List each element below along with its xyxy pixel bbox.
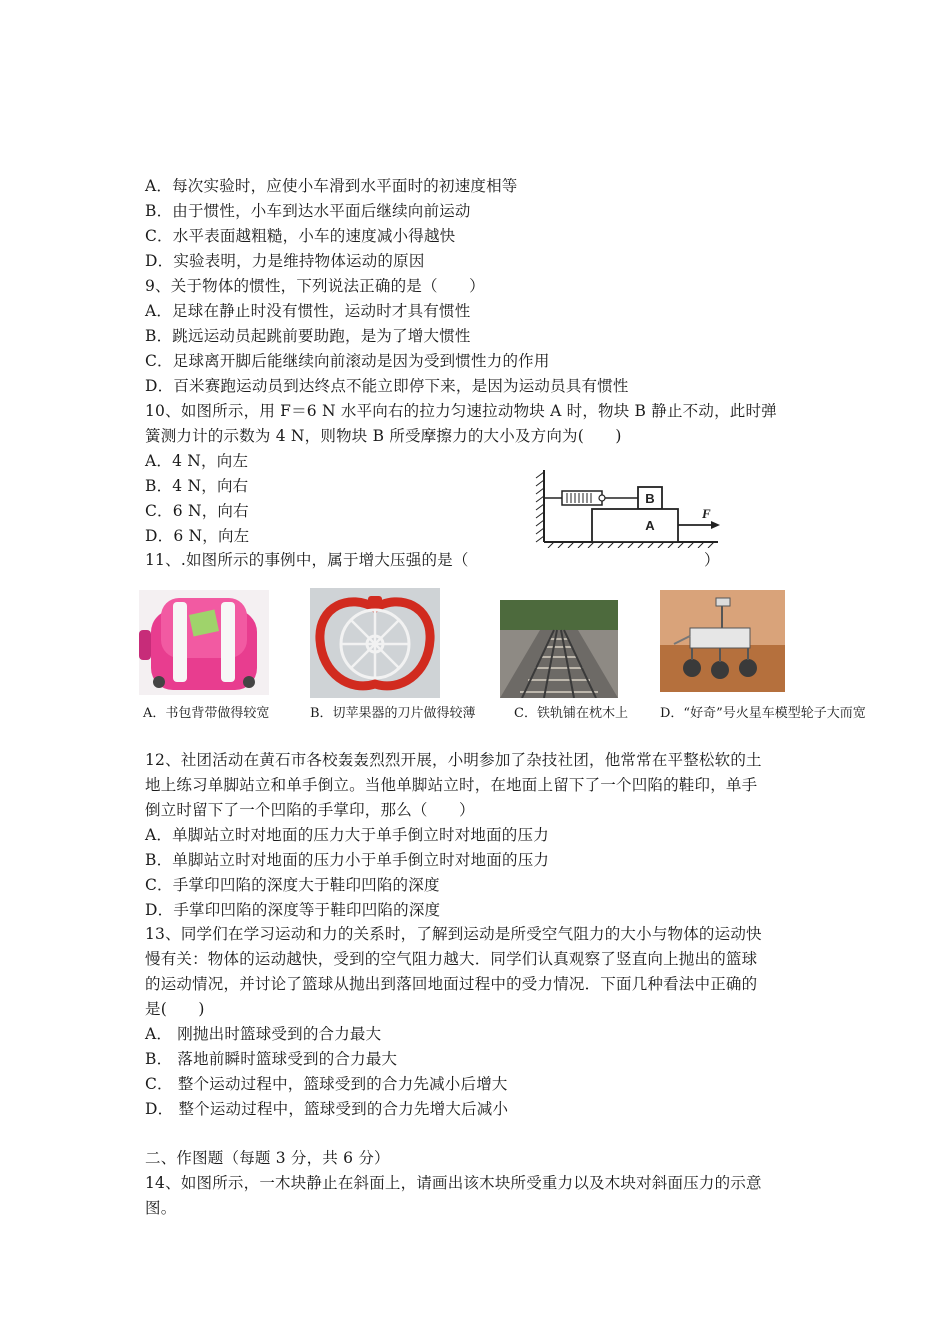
- q11-caption-d: D．“好奇”号火星车模型轮子大而宽: [660, 706, 866, 721]
- q9-option-c: C．足球离开脚后能继续向前滚动是因为受到惯性力的作用: [145, 352, 550, 370]
- backpack-image: [139, 590, 269, 695]
- force-f-label: F: [702, 506, 711, 521]
- q13-option-a: A． 刚抛出时篮球受到的合力最大: [145, 1025, 382, 1043]
- q9-option-a: A．足球在静止时没有惯性，运动时才具有惯性: [145, 302, 471, 320]
- railway-image: [500, 600, 618, 698]
- q11-caption-b: B．切苹果器的刀片做得较薄: [310, 706, 476, 721]
- mars-rover-icon: [660, 590, 785, 692]
- q8-option-b: B．由于惯性，小车到达水平面后继续向前运动: [145, 202, 471, 220]
- q8-option-d: D．实验表明，力是维持物体运动的原因: [145, 252, 425, 270]
- q10-stem-line2: 簧测力计的示数为 4 N，则物块 B 所受摩擦力的大小及方向为( ): [145, 427, 622, 445]
- q8-option-c: C．水平表面越粗糙，小车的速度减小得越快: [145, 227, 456, 245]
- q10-figure: [534, 468, 724, 548]
- mars-rover-image: [660, 590, 785, 692]
- q9-stem: 9、关于物体的惯性，下列说法正确的是（ ）: [145, 277, 485, 295]
- block-a-label: A: [645, 518, 655, 533]
- q10-option-d: D．6 N，向左: [145, 527, 250, 545]
- apple-cutter-image: [310, 588, 440, 698]
- q13-stem-line2: 慢有关：物体的运动越快，受到的空气阻力越大．同学们认真观察了竖直向上抛出的篮球: [145, 950, 758, 968]
- q9-option-b: B．跳远运动员起跳前要助跑，是为了增大惯性: [145, 327, 471, 345]
- spring-block-diagram: [534, 468, 724, 548]
- q12-stem-line2: 地上练习单脚站立和单手倒立。当他单脚站立时，在地面上留下了一个凹陷的鞋印，单手: [145, 776, 758, 794]
- block-b-label: B: [645, 491, 655, 506]
- q14-stem-line2: 图。: [145, 1199, 177, 1217]
- q12-stem-line1: 12、社团活动在黄石市各校轰轰烈烈开展，小明参加了杂技社团，他常常在平整松软的土: [145, 751, 762, 769]
- railway-track-icon: [500, 600, 618, 698]
- q10-option-a: A．4 N，向左: [145, 452, 249, 470]
- q11-caption-a: A．书包背带做得较宽: [143, 706, 270, 721]
- backpack-icon: [139, 590, 269, 695]
- q13-option-c: C． 整个运动过程中，篮球受到的合力先减小后增大: [145, 1075, 508, 1093]
- apple-cutter-icon: [310, 588, 440, 698]
- q13-option-d: D． 整个运动过程中，篮球受到的合力先增大后减小: [145, 1100, 509, 1118]
- q12-option-a: A．单脚站立时对地面的压力大于单手倒立时对地面的压力: [145, 826, 549, 844]
- q9-option-d: D．百米赛跑运动员到达终点不能立即停下来，是因为运动员具有惯性: [145, 377, 629, 395]
- q13-stem-line3: 的运动情况，并讨论了篮球从抛出到落回地面过程中的受力情况．下面几种看法中正确的: [145, 975, 758, 993]
- q11-stem: 11、.如图所示的事例中，属于增大压强的是（ ）: [145, 551, 720, 569]
- q11-caption-c: C．铁轨铺在枕木上: [514, 706, 628, 721]
- section-2-heading: 二、作图题（每题 3 分，共 6 分）: [145, 1149, 390, 1167]
- q13-stem-line4: 是( ): [145, 1000, 205, 1018]
- q10-option-b: B．4 N，向右: [145, 477, 249, 495]
- q10-option-c: C．6 N，向右: [145, 502, 249, 520]
- q13-stem-line1: 13、同学们在学习运动和力的关系时，了解到运动是所受空气阻力的大小与物体的运动快: [145, 925, 762, 943]
- q12-option-b: B．单脚站立时对地面的压力小于单手倒立时对地面的压力: [145, 851, 550, 869]
- q12-option-d: D．手掌印凹陷的深度等于鞋印凹陷的深度: [145, 901, 441, 919]
- q12-option-c: C．手掌印凹陷的深度大于鞋印凹陷的深度: [145, 876, 440, 894]
- q12-stem-line3: 倒立时留下了一个凹陷的手掌印，那么（ ）: [145, 801, 475, 819]
- q13-option-b: B． 落地前瞬时篮球受到的合力最大: [145, 1050, 398, 1068]
- q14-stem-line1: 14、如图所示，一木块静止在斜面上，请画出该木块所受重力以及木块对斜面压力的示意: [145, 1174, 762, 1192]
- q8-option-a: A．每次实验时，应使小车滑到水平面时的初速度相等: [145, 177, 518, 195]
- q10-stem-line1: 10、如图所示，用 F＝6 N 水平向右的拉力匀速拉动物块 A 时，物块 B 静止不动，此时弹: [145, 402, 777, 420]
